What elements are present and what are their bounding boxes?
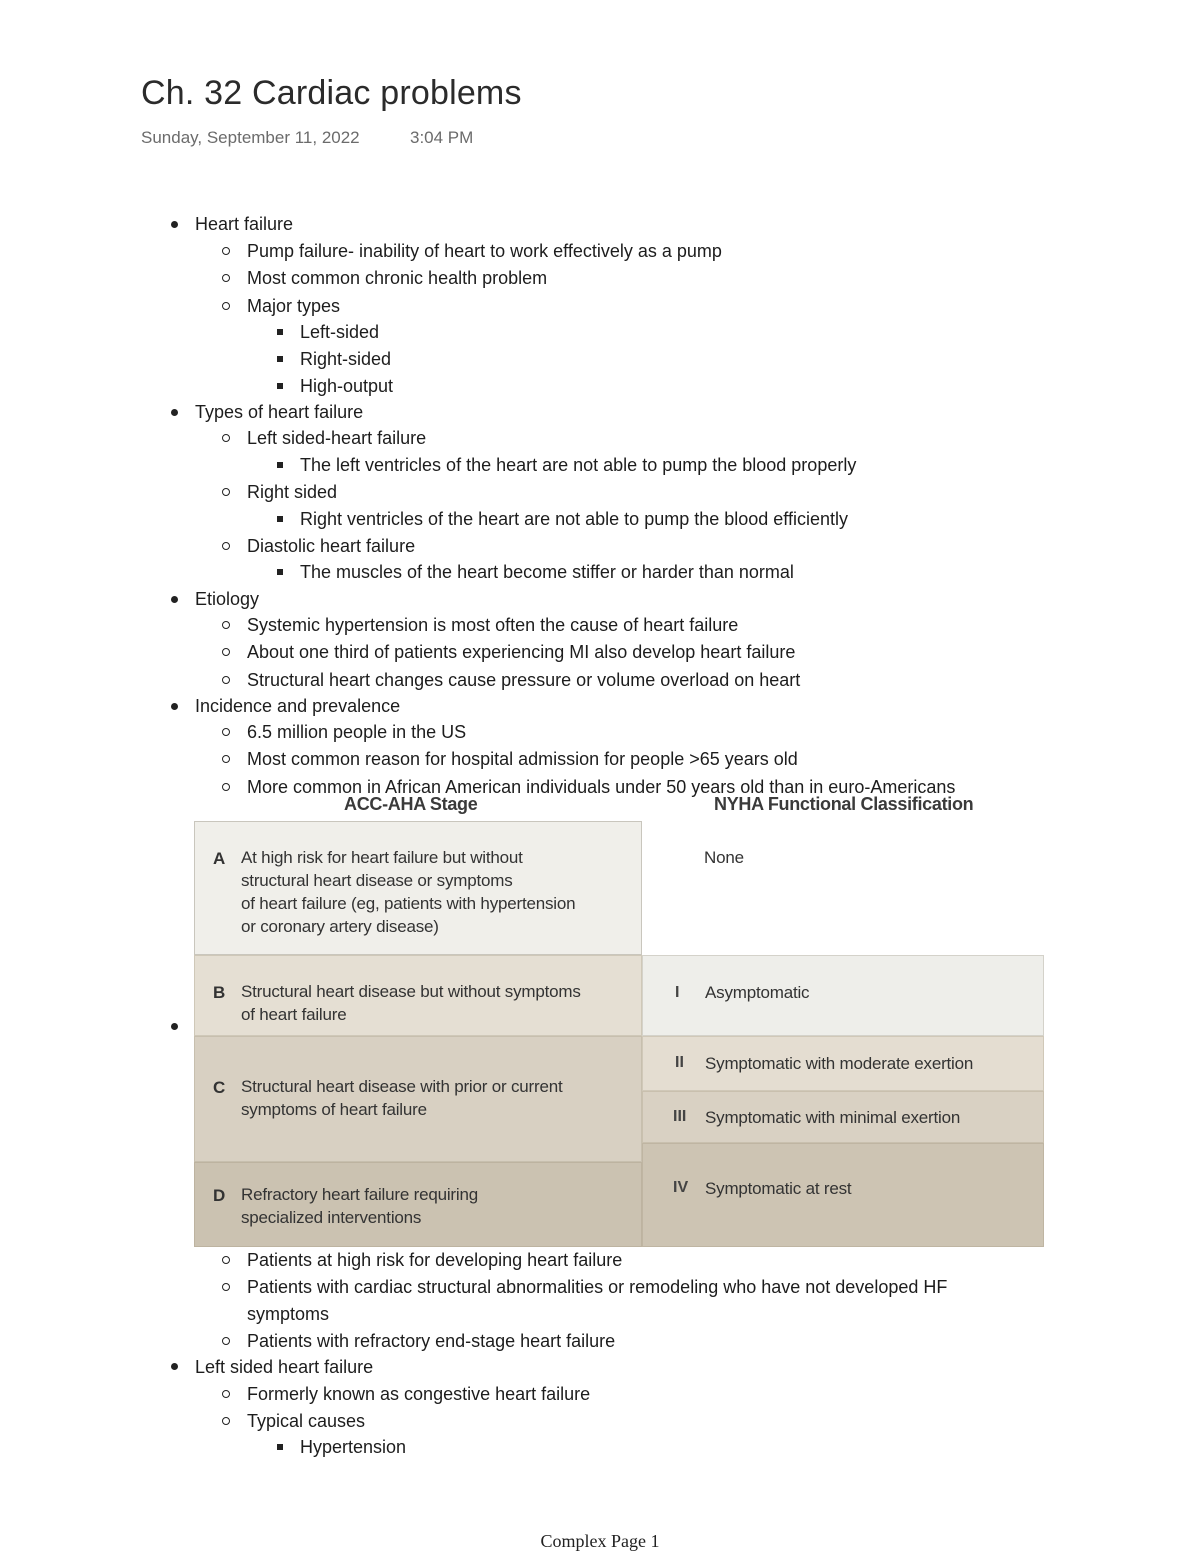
list-item: The left ventricles of the heart are not able to pump the blood properly bbox=[300, 455, 857, 475]
bullet-level2-icon bbox=[222, 1337, 230, 1345]
stage-row-a bbox=[194, 821, 642, 955]
class-row-i bbox=[642, 955, 1044, 1036]
bullet-level3-icon bbox=[277, 569, 283, 575]
list-item: More common in African American individuals under 50 years old than in euro-Americans bbox=[247, 777, 956, 797]
table-header-acc-aha: ACC-AHA Stage bbox=[344, 794, 478, 814]
bullet-level2-icon bbox=[222, 488, 230, 496]
bullet-level2-icon bbox=[222, 676, 230, 684]
stage-text-line: Structural heart disease but without symptoms bbox=[241, 982, 581, 1001]
stage-letter: A bbox=[213, 849, 226, 868]
list-item: Etiology bbox=[195, 589, 260, 609]
stage-text-line: structural heart disease or symptoms bbox=[241, 871, 513, 890]
bullet-level2-icon bbox=[222, 274, 230, 282]
stage-text-line: Structural heart disease with prior or current bbox=[241, 1077, 563, 1096]
bullet-level2-icon bbox=[222, 302, 230, 310]
stage-text-line: symptoms of heart failure bbox=[241, 1100, 427, 1119]
bullet-level2-icon bbox=[222, 542, 230, 550]
list-item: Incidence and prevalence bbox=[195, 696, 401, 716]
bullet-level2-icon bbox=[222, 434, 230, 442]
bullet-level2-icon bbox=[222, 621, 230, 629]
list-item: The muscles of the heart become stiffer or harder than normal bbox=[300, 562, 794, 582]
stage-row-b bbox=[194, 955, 642, 1036]
bullet-level2-icon bbox=[222, 728, 230, 736]
bullet-level2-icon bbox=[222, 755, 230, 763]
bullet-level1-icon bbox=[171, 1023, 178, 1030]
list-item: Pump failure- inability of heart to work effectively as a pump bbox=[247, 241, 722, 261]
bullet-level2-icon bbox=[222, 1256, 230, 1264]
bullet-level2-icon bbox=[222, 783, 230, 791]
bullet-level2-icon bbox=[222, 247, 230, 255]
list-item: 6.5 million people in the US bbox=[247, 722, 467, 742]
bullet-level2-icon bbox=[222, 1283, 230, 1291]
class-numeral: III bbox=[673, 1108, 687, 1125]
list-item: Most common reason for hospital admission for people >65 years old bbox=[247, 749, 798, 769]
class-text: Asymptomatic bbox=[705, 983, 810, 1002]
stage-letter: B bbox=[213, 983, 226, 1002]
bullet-level1-icon bbox=[171, 596, 178, 603]
bullet-level1-icon bbox=[171, 1363, 178, 1370]
bullet-level2-icon bbox=[222, 1417, 230, 1425]
bullet-level3-icon bbox=[277, 383, 283, 389]
table-header-nyha: NYHA Functional Classification bbox=[714, 794, 974, 814]
list-item: Formerly known as congestive heart failure bbox=[247, 1384, 591, 1404]
list-item: Left sided-heart failure bbox=[247, 428, 427, 448]
stage-row-c bbox=[194, 1036, 642, 1162]
stage-text-line: specialized interventions bbox=[241, 1208, 422, 1227]
list-item: Left-sided bbox=[300, 322, 380, 342]
page-date: Sunday, September 11, 2022 bbox=[141, 128, 360, 147]
list-item: Heart failure bbox=[195, 214, 294, 234]
stage-text-line: of heart failure bbox=[241, 1005, 347, 1024]
list-item: Diastolic heart failure bbox=[247, 536, 416, 556]
list-item: Typical causes bbox=[247, 1411, 366, 1431]
page-time: 3:04 PM bbox=[410, 128, 474, 147]
list-item: Patients with cardiac structural abnormalities or remodeling who have not developed HF bbox=[247, 1277, 948, 1297]
page-title: Ch. 32 Cardiac problems bbox=[141, 74, 522, 112]
list-item: Left sided heart failure bbox=[195, 1357, 374, 1377]
stage-text-line: Refractory heart failure requiring bbox=[241, 1185, 478, 1204]
list-item: Patients at high risk for developing heart failure bbox=[247, 1250, 623, 1270]
stage-text-line: At high risk for heart failure but without bbox=[241, 848, 523, 867]
stage-row-d bbox=[194, 1162, 642, 1247]
class-row-iv bbox=[642, 1143, 1044, 1247]
list-item: Types of heart failure bbox=[195, 402, 364, 422]
bullet-level3-icon bbox=[277, 1444, 283, 1450]
list-item: About one third of patients experiencing MI also develop heart failure bbox=[247, 642, 796, 662]
class-text: Symptomatic with minimal exertion bbox=[705, 1108, 961, 1127]
list-item: Right ventricles of the heart are not able to pump the blood efficiently bbox=[300, 509, 848, 529]
list-item: Major types bbox=[247, 296, 341, 316]
stage-text-line: or coronary artery disease) bbox=[241, 917, 439, 936]
class-numeral: I bbox=[675, 984, 680, 1001]
stage-text-line: of heart failure (eg, patients with hypertension bbox=[241, 894, 576, 913]
list-item: Structural heart changes cause pressure or volume overload on heart bbox=[247, 670, 801, 690]
page-footer: Complex Page 1 bbox=[540, 1531, 660, 1551]
bullet-level2-icon bbox=[222, 1390, 230, 1398]
class-numeral: II bbox=[675, 1054, 684, 1071]
bullet-level3-icon bbox=[277, 516, 283, 522]
bullet-level1-icon bbox=[171, 409, 178, 416]
list-item: Patients with refractory end-stage heart failure bbox=[247, 1331, 616, 1351]
class-text: Symptomatic with moderate exertion bbox=[705, 1054, 974, 1073]
list-item: Right-sided bbox=[300, 349, 392, 369]
list-item: Right sided bbox=[247, 482, 338, 502]
class-row-iii bbox=[642, 1091, 1044, 1143]
list-item: High-output bbox=[300, 376, 394, 396]
stage-letter: D bbox=[213, 1186, 226, 1205]
list-item-continuation: symptoms bbox=[247, 1304, 330, 1324]
class-numeral: IV bbox=[673, 1179, 689, 1196]
class-text: None bbox=[704, 848, 744, 867]
bullet-level3-icon bbox=[277, 462, 283, 468]
bullet-level2-icon bbox=[222, 648, 230, 656]
bullet-level3-icon bbox=[277, 356, 283, 362]
list-item: Systemic hypertension is most often the cause of heart failure bbox=[247, 615, 739, 635]
list-item: Most common chronic health problem bbox=[247, 268, 548, 288]
bullet-level1-icon bbox=[171, 221, 178, 228]
class-text: Symptomatic at rest bbox=[705, 1179, 852, 1198]
class-row-ii bbox=[642, 1036, 1044, 1091]
stage-letter: C bbox=[213, 1078, 226, 1097]
list-item: Hypertension bbox=[300, 1437, 407, 1457]
heart-failure-staging-table bbox=[194, 794, 1044, 1247]
class-row-none bbox=[642, 821, 1044, 955]
bullet-level3-icon bbox=[277, 329, 283, 335]
bullet-level1-icon bbox=[171, 703, 178, 710]
